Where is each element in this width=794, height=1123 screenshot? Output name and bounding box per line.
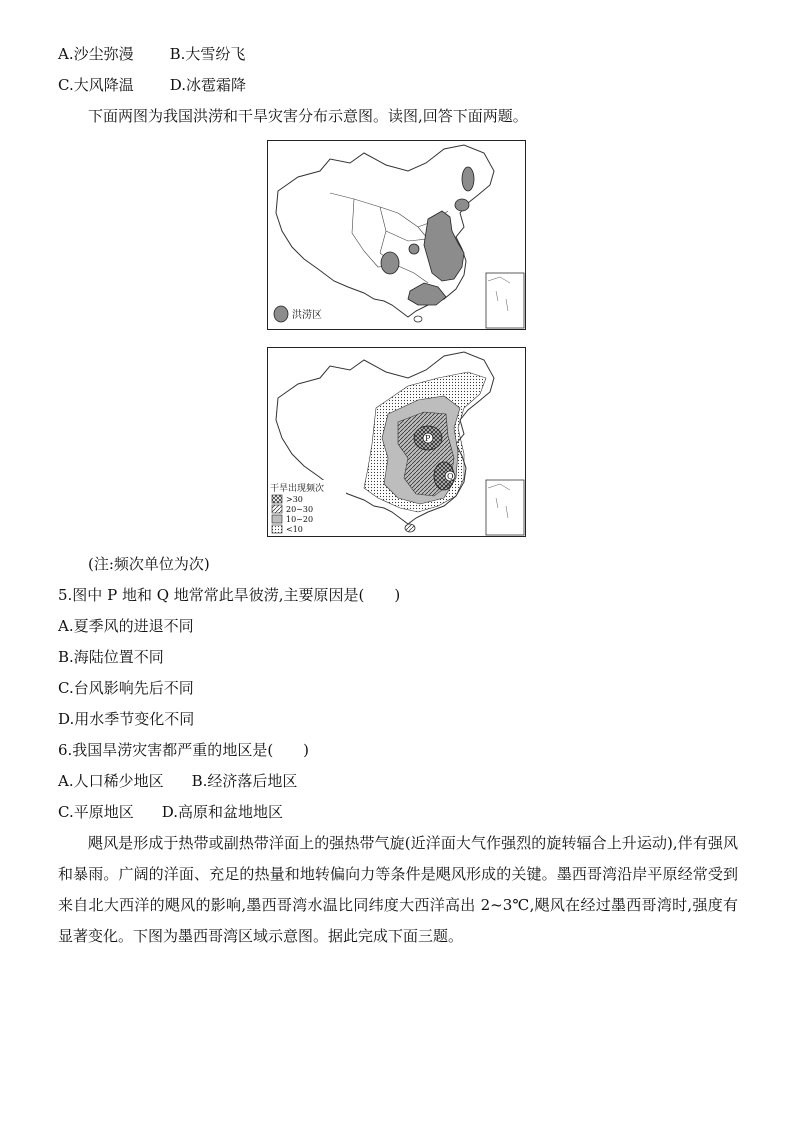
q5-option-b: B.海陆位置不同 — [58, 648, 164, 666]
q4-option-a: A.沙尘弥漫 — [58, 45, 134, 63]
legend-swatch-gt30 — [272, 495, 282, 503]
maps-intro: 下面两图为我国洪涝和干旱灾害分布示意图。读图,回答下面两题。 — [88, 107, 528, 125]
legend-label-20-30: 20~30 — [286, 505, 314, 514]
legend-swatch-20-30 — [272, 505, 282, 513]
china-outline — [276, 145, 494, 317]
drought-map-figure — [268, 348, 525, 536]
legend-flood-symbol — [274, 306, 288, 322]
flood-area-northeast — [462, 167, 474, 191]
q6-option-b: B.经济落后地区 — [191, 772, 298, 790]
q4-option-c: C.大风降温 — [58, 76, 134, 94]
q4-options-row-1 — [58, 44, 245, 64]
legend-title: 干旱出现频次 — [270, 484, 325, 494]
point-q-label: Q — [447, 472, 454, 481]
q4-option-d: D.冰雹霜降 — [169, 76, 246, 94]
q6-option-a: A.人口稀少地区 — [58, 772, 164, 790]
south-china-sea-inset — [486, 273, 524, 328]
q6-options-row-2 — [58, 802, 283, 822]
frequency-note: (注:频次单位为次) — [88, 555, 210, 573]
hurricane-passage: 飓风是形成于热带或副热带洋面上的强热带气旋(近洋面大气作强烈的旋转辐合上升运动),伴有强风和暴雨。广阔的洋面、充足的热量和地转偏向力等条件是飓风形成的关键。墨西哥湾沿岸平原经常受到来自北大西洋的飓风的影响,墨西哥湾水温比同纬度大西洋高出 2~3℃,飓风在经过墨西哥湾时,强度有显著变化。下图为墨西哥湾区域示意图。据此完成下面三题。 — [58, 834, 738, 945]
q5-option-a: A.夏季风的进退不同 — [58, 617, 194, 635]
legend-flood-label: 洪涝区 — [292, 310, 322, 321]
q6-stem: 6.我国旱涝灾害都严重的地区是( ) — [58, 741, 310, 759]
hainan-island-2 — [405, 524, 415, 532]
q6-options-row-1 — [58, 771, 297, 791]
legend-swatch-lt10 — [272, 525, 282, 533]
q6-option-c: C.平原地区 — [58, 803, 134, 821]
legend-swatch-10-20 — [272, 515, 282, 523]
q6-option-d: D.高原和盆地地区 — [161, 803, 283, 821]
q4-options-row-2 — [58, 75, 246, 95]
flood-map-figure — [268, 141, 525, 329]
q5-option-d: D.用水季节变化不同 — [58, 710, 195, 728]
q5-stem: 5.图中 P 地和 Q 地常常此旱彼涝,主要原因是( ) — [58, 586, 401, 604]
south-china-sea-inset-2 — [486, 480, 524, 535]
legend-label-lt10: <10 — [286, 525, 303, 534]
flood-map — [267, 140, 526, 330]
flood-area-sichuan — [381, 252, 399, 274]
hainan-island — [414, 316, 422, 322]
legend-label-gt30: >30 — [286, 495, 303, 504]
q4-option-b: B.大雪纷飞 — [169, 45, 246, 63]
flood-area-liao — [455, 199, 469, 211]
drought-map — [267, 347, 526, 537]
point-p-label: P — [425, 434, 431, 443]
q5-option-c: C.台风影响先后不同 — [58, 679, 194, 697]
flood-area-wei — [409, 244, 419, 254]
legend-label-10-20: 10~20 — [286, 515, 314, 524]
